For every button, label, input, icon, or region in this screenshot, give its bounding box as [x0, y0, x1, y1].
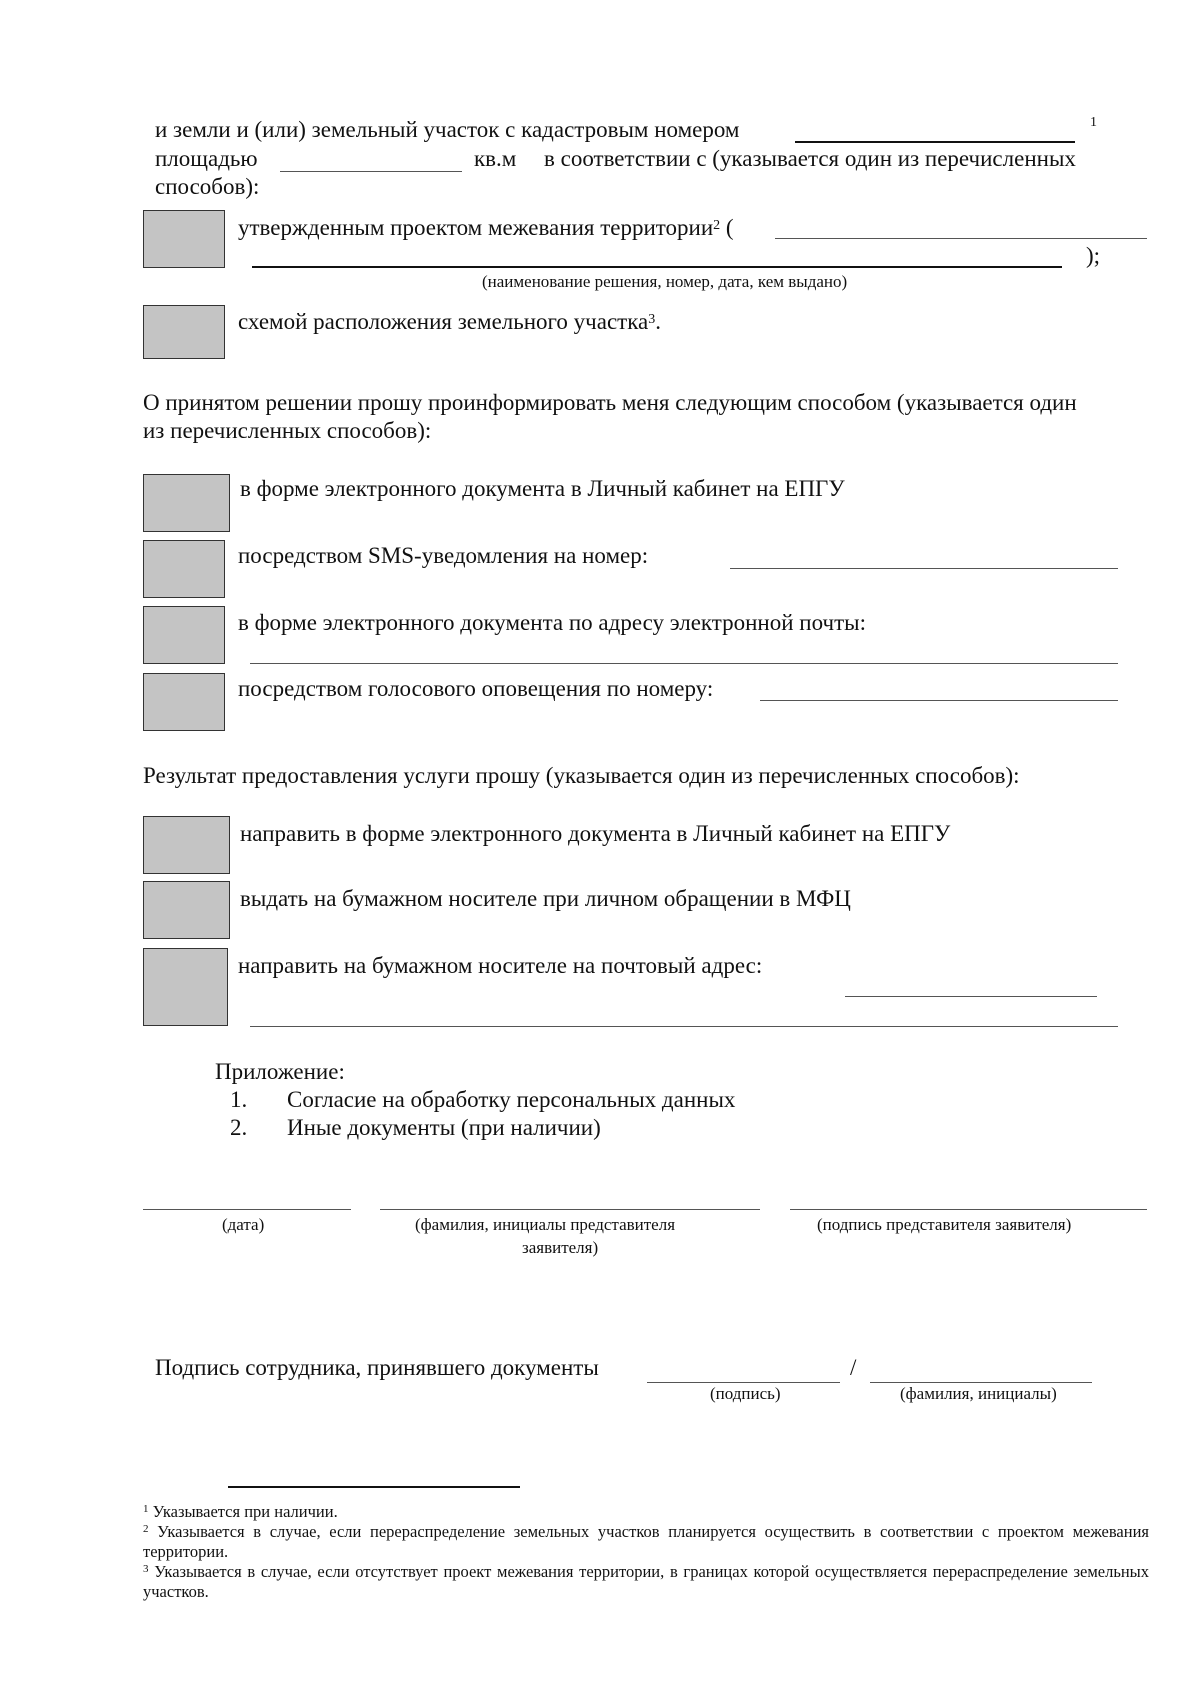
attachments-title: Приложение: [215, 1059, 345, 1084]
representative-signature-field[interactable] [790, 1209, 1147, 1210]
footnote-separator [228, 1486, 520, 1488]
result-option-post: направить на бумажном носителе на почтовый адрес: [238, 953, 763, 978]
project-survey-field-1[interactable] [775, 238, 1147, 239]
staff-signature-label: Подпись сотрудника, принявшего документы [155, 1355, 599, 1380]
staff-name-field[interactable] [870, 1382, 1092, 1383]
inform-option-sms: посредством SMS-уведомления на номер: [238, 543, 649, 568]
staff-signature-field[interactable] [647, 1382, 840, 1383]
voice-number-field[interactable] [760, 700, 1118, 701]
staff-sign-caption: (подпись) [710, 1384, 781, 1403]
area-unit: кв.м [474, 146, 517, 171]
date-field[interactable] [143, 1209, 351, 1210]
project-survey-caption: (наименование решения, номер, дата, кем выдано) [482, 272, 848, 291]
postal-address-field-1[interactable] [845, 996, 1097, 997]
inform-option-epgu: в форме электронного документа в Личный кабинет на ЕПГУ [240, 476, 845, 501]
email-address-field[interactable] [250, 663, 1118, 664]
staff-slash: / [850, 1355, 857, 1380]
postal-address-field-2[interactable] [250, 1026, 1118, 1027]
option-project-survey: утвержденным проектом межевания территории$^2$ ( [238, 215, 734, 240]
inform-option-email: в форме электронного документа по адресу электронной почты: [238, 610, 866, 635]
attachment-text: Согласие на обработку персональных данных [287, 1087, 736, 1112]
checkbox-inform-email[interactable] [143, 606, 225, 664]
attachment-number: 1. [230, 1087, 248, 1112]
inform-option-voice: посредством голосового оповещения по номеру: [238, 676, 714, 701]
checkbox-project-survey[interactable] [143, 210, 225, 268]
footnote-2: $^2$ Указывается в случае, если перераспределение земельных участков планируется осуществить в соответствии с проектом межевания территории. [143, 1522, 1149, 1561]
staff-name-caption: (фамилия, инициалы) [900, 1384, 1057, 1403]
result-option-epgu: направить в форме электронного документа в Личный кабинет на ЕПГУ [240, 821, 951, 846]
date-caption: (дата) [222, 1215, 265, 1234]
cadastral-number-field[interactable] [795, 141, 1075, 143]
result-option-mfc: выдать на бумажном носителе при личном обращении в МФЦ [240, 886, 851, 911]
representative-name-field[interactable] [380, 1209, 760, 1210]
inform-intro-line-1: О принятом решении прошу проинформировать меня следующим способом (указывается один [143, 390, 1077, 415]
checkbox-layout-scheme[interactable] [143, 305, 225, 359]
area-label: площадью [155, 146, 258, 171]
attachment-number: 2. [230, 1115, 248, 1140]
checkbox-inform-voice[interactable] [143, 673, 225, 731]
attachment-text: Иные документы (при наличии) [287, 1115, 601, 1140]
footnote-1: $^1$ Указывается при наличии. [143, 1502, 338, 1521]
checkbox-result-mfc[interactable] [143, 881, 230, 939]
header-line-2-tail: в соответствии с (указывается один из перечисленных [544, 146, 1076, 171]
area-field[interactable] [280, 171, 462, 172]
project-survey-field-2[interactable] [252, 266, 1062, 268]
checkbox-result-post[interactable] [143, 948, 228, 1026]
name-caption-line-1: (фамилия, инициалы представителя [415, 1215, 676, 1234]
checkbox-result-epgu[interactable] [143, 816, 230, 874]
name-caption-line-2: заявителя) [522, 1238, 599, 1257]
project-survey-close: ); [1086, 243, 1101, 268]
header-line-1: и земли и (или) земельный участок с кадастровым номером [155, 117, 740, 142]
inform-intro-line-2: из перечисленных способов): [143, 418, 432, 443]
footnote-3: $^3$ Указывается в случае, если отсутствует проект межевания территории, в границах которой осуществляется перераспределение земельных участков. [143, 1562, 1150, 1601]
signature-caption: (подпись представителя заявителя) [817, 1215, 1072, 1234]
footnote-mark-1: 1 [1090, 115, 1097, 130]
result-intro: Результат предоставления услуги прошу (указывается один из перечисленных способов): [143, 763, 1020, 788]
option-layout-scheme: схемой расположения земельного участка$^3$. [238, 309, 661, 334]
sms-number-field[interactable] [730, 568, 1118, 569]
checkbox-inform-sms[interactable] [143, 540, 225, 598]
checkbox-inform-epgu[interactable] [143, 474, 230, 532]
header-line-3: способов): [155, 174, 260, 199]
footnotes [143, 1502, 1149, 1602]
